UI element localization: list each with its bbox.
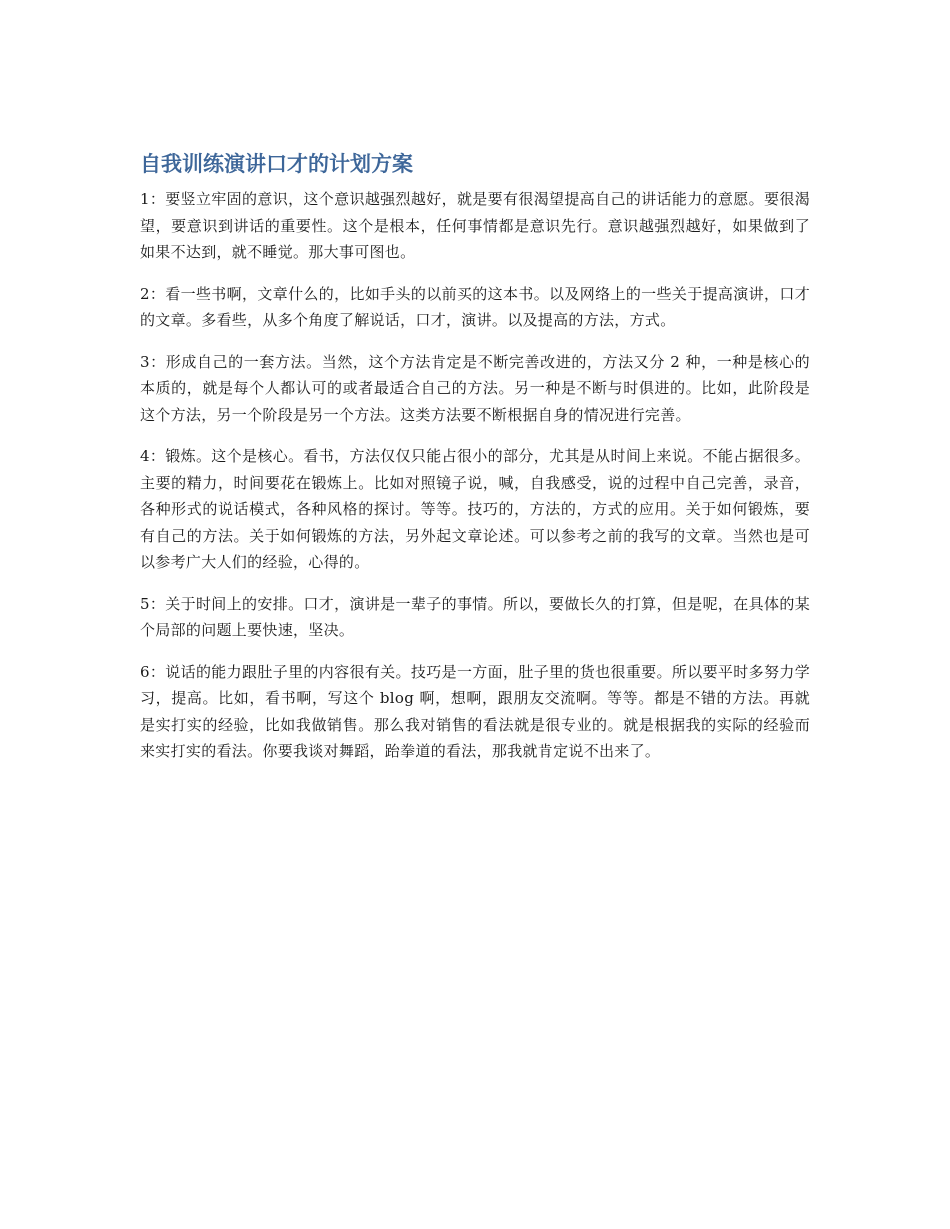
paragraph-1: 1：要竖立牢固的意识，这个意识越强烈越好，就是要有很渴望提高自己的讲话能力的意愿。要很渴望，要意识到讲话的重要性。这个是根本，任何事情都是意识先行。意识越强烈越好，如果做到了如果不达到，就不睡觉。那大事可图也。 (140, 190, 810, 261)
paragraph-2: 2：看一些书啊，文章什么的，比如手头的以前买的这本书。以及网络上的一些关于提高演讲，口才的文章。多看些，从多个角度了解说话，口才，演讲。以及提高的方法，方式。 (140, 284, 810, 329)
document-page (140, 148, 810, 780)
paragraph-6: 6：说话的能力跟肚子里的内容很有关。技巧是一方面，肚子里的货也很重要。所以要平时多努力学习，提高。比如，看书啊，写这个 blog 啊，想啊，跟朋友交流啊。等等。都是不错的方法。再就是实打实的经验，比如我做销售。那么我对销售的看法就是很专业的。就是根据我的实际的经验而来实打实的看法。你要我谈对舞蹈，跆拳道的看法，那我就肯定说不出来了。 (140, 662, 810, 760)
paragraph-3: 3：形成自己的一套方法。当然，这个方法肯定是不断完善改进的，方法又分 2 种，一种是核心的本质的，就是每个人都认可的或者最适合自己的方法。另一种是不断与时俱进的。比如，此阶段是这个方法，另一个阶段是另一个方法。这类方法要不断根据自身的情况进行完善。 (140, 352, 810, 424)
paragraph-5: 5：关于时间上的安排。口才，演讲是一辈子的事情。所以，要做长久的打算，但是呢，在具体的某个局部的问题上要快速，坚决。 (140, 594, 810, 639)
paragraph-4: 4：锻炼。这个是核心。看书，方法仅仅只能占很小的部分，尤其是从时间上来说。不能占据很多。主要的精力，时间要花在锻炼上。比如对照镜子说，喊，自我感受，说的过程中自己完善，录音，各种形式的说话模式，各种风格的探讨。等等。技巧的，方法的，方式的应用。关于如何锻炼，要有自己的方法。关于如何锻炼的方法，另外起文章论述。可以参考之前的我写的文章。当然也是可以参考广大人们的经验，心得的。 (140, 447, 810, 571)
document-title: 自我训练演讲口才的计划方案 (140, 152, 413, 176)
